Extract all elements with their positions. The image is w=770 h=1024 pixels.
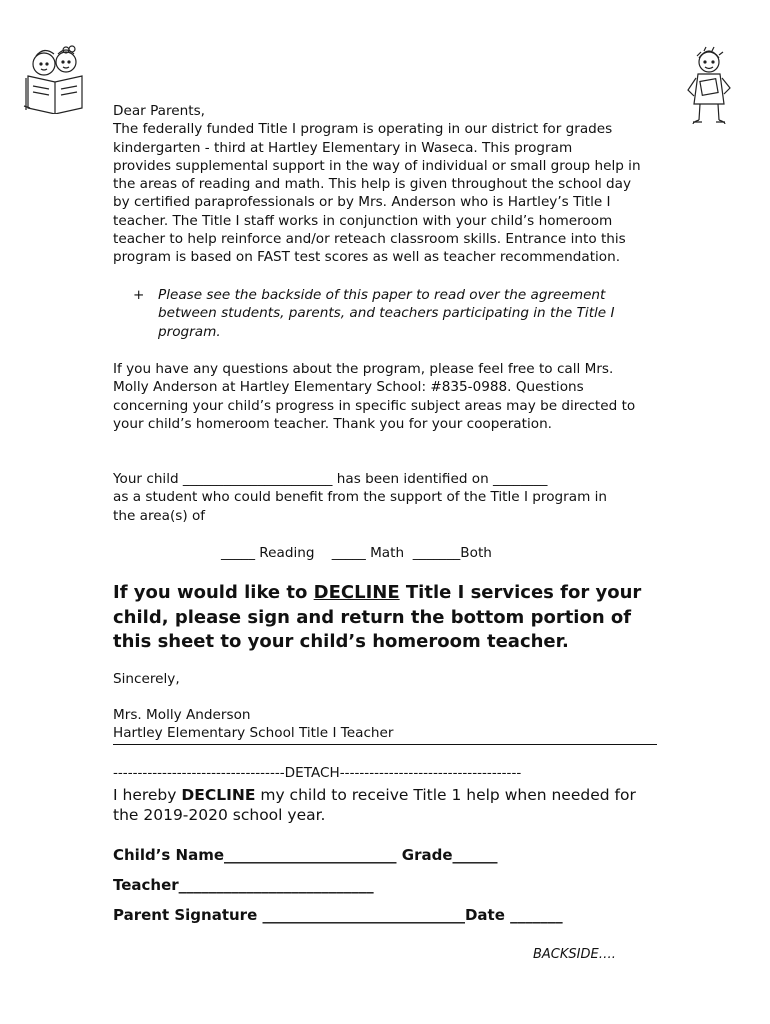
decline-emphasis: DECLINE [181,786,256,804]
signer-name: Mrs. Molly Anderson [113,707,251,723]
intro-line: teacher. The Title I staff works in conjunction with your child’s homeroom [113,212,613,229]
questions-line: If you have any questions about the program, please feel free to call Mrs. [113,361,614,377]
signature-block [113,706,661,743]
salutation: Dear Parents, [113,103,205,119]
child-name-grade-field[interactable]: Child’s Name_______________________ Grade______ [113,846,498,864]
child-line[interactable]: Your child ______________________ has been identified on ________ [113,471,548,487]
bullet-marker: + [133,287,145,303]
intro-line: by certified paraprofessionals or by Mrs. Anderson who is Hartley’s Title I [113,194,611,211]
decline-instructions: If you would like to DECLINE Title I services for your child, please sign and return the bottom portion of this sheet to your child’s homeroom teacher. [113,582,642,652]
boy-with-book-icon [684,46,734,128]
subject-areas-line[interactable]: _____ Reading _____ Math _______Both [221,545,492,561]
closing: Sincerely, [113,671,180,687]
bullet-line: between students, parents, and teachers participating in the Title I [158,305,615,322]
questions-line: concerning your child’s progress in specific subject areas may be directed to [113,397,636,414]
decline-statement: I hereby DECLINE my child to receive Title 1 help when needed for the 2019-2020 school year. [113,786,636,824]
bullet-line: Please see the backside of this paper to read over the agreement [158,287,606,303]
intro-line: The federally funded Title I program is operating in our district for grades [113,121,613,138]
child-line: as a student who could benefit from the support of the Title I program in [113,489,608,506]
intro-line: the areas of reading and math. This help is given throughout the school day [113,176,632,193]
signature-divider [113,744,657,745]
intro-paragraph [113,102,661,267]
questions-line: Molly Anderson at Hartley Elementary School: #835-0988. Questions [113,379,584,396]
decline-emphasis: DECLINE [313,582,400,603]
intro-line: teacher to help reinforce and/or reteach classroom skills. Entrance into this [113,231,626,248]
intro-line: kindergarten - third at Hartley Elementary in Waseca. This program [113,139,573,156]
intro-line: provides supplemental support in the way of individual or small group help in [113,157,641,174]
detach-line: -----------------------------------DETACH------------------------------------- [113,765,522,781]
questions-paragraph [113,360,661,433]
intro-line: program is based on FAST test scores as well as teacher recommendation. [113,249,621,266]
signer-title: Hartley Elementary School Title I Teacher [113,725,394,742]
bullet-line: program. [158,323,221,340]
children-reading-book-icon [22,42,88,114]
backside-note: BACKSIDE…. [533,947,616,962]
child-line: the area(s) of [113,507,206,524]
parent-signature-date-field[interactable]: Parent Signature ___________________________Date _______ [113,906,563,924]
teacher-field[interactable]: Teacher__________________________ [113,876,374,894]
child-identification [113,470,661,525]
questions-line: your child’s homeroom teacher. Thank you for your cooperation. [113,415,553,432]
